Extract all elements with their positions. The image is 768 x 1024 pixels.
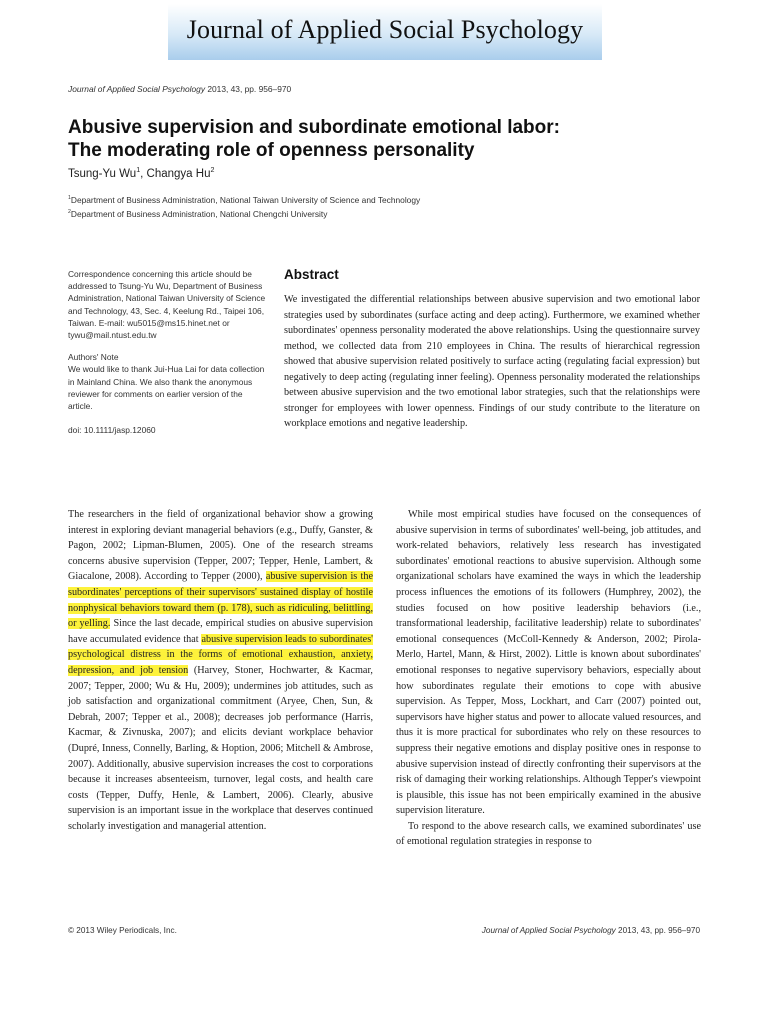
- highlighted-text: abusive supervision leads to subordinates' psychological distress in the forms of emotional exhaustion, anxiety, depression, and job tension: [68, 633, 373, 676]
- author-separator: ,: [140, 168, 147, 180]
- article-title-line1: Abusive supervision and subordinate emotional labor:: [68, 117, 560, 138]
- body-paragraph: While most empirical studies have focused on the consequences of abusive supervision in terms of subordinates' well-being, job attitudes, and work-related behaviors, relatively less research has investigated subordinates' emotional reactions to abusive supervision. Although some organizational scholars have examined the ways in which the leadership process influences the emotions of its followers (Humphrey, 2002), the studies focused on how positive leadership behaviors (i.e., transformational leadership, facilitative leadership) relate to subordinates' emotional consequences (McColl-Kennedy & Anderson, 2002; Pirola-Merlo, Hartel, Mann, & Hirst, 2002). Little is known about subordinates' emotional responses to negative supervisory behaviors, especially about how subordinates regulate their emotions to cope with abusive supervision. As Tepper, Moss, Lockhart, and Carr (2007) pointed out, supervisors have higher status and power to allocate valued resources, and thus it is more practical for subordinates who rely on these resources to suppress their negative emotions and display positive ones in response to abusive supervision instead of directly confronting their supervisors at the risk of damaging their working relationships. Although Tepper's viewpoint is plausible, this issue has not been empirically examined in the abusive supervision literature.: [396, 509, 701, 817]
- body-text: (Harvey, Stoner, Hochwarter, & Kacmar, 2007; Tepper, 2000; Wu & Hu, 2009); undermines job attitudes, such as job satisfaction and organizational commitment (Aryee, Chen, Sun, & Debrah, 2007; Tepper et al., 2008); decreases job performance (Harris, Kacmar, & Zivnuska, 2007); and elicits deviant workplace behavior (Dupré, Inness, Connelly, Barling, & Hoption, 2006; Mitchell & Ambrose, 2007). Additionally, abusive supervision increases the cost to corporations because it increases absenteeism, turnover, legal costs, and health care costs (Tepper, Duffy, Henle, & Lambert, 2006). Clearly, abusive supervision is an important issue in the workplace that deserves continued scholarly investigation and managerial attention.: [68, 664, 373, 832]
- body-paragraph: [68, 507, 373, 834]
- doi-text: doi: 10.1111/jasp.12060: [68, 425, 156, 436]
- body-paragraph: To respond to the above research calls, we examined subordinates' use of emotional regulation strategies in response to: [396, 820, 701, 848]
- body-column-right: [396, 507, 701, 850]
- author-name: Changya Hu: [146, 168, 211, 180]
- citation-line: [68, 84, 291, 94]
- footer-citation: [482, 926, 700, 935]
- abstract-heading: Abstract: [284, 267, 339, 282]
- footer-details: 2013, 43, pp. 956–970: [615, 926, 700, 935]
- affiliation-text: Department of Business Administration, National Chengchi University: [70, 209, 328, 219]
- affiliation-mark: 2: [68, 209, 71, 216]
- citation-journal-name: Journal of Applied Social Psychology: [68, 84, 206, 94]
- author-affiliation-mark: 1: [136, 166, 141, 175]
- article-title: [68, 116, 708, 162]
- body-text: Since the last decade, empirical studies on abusive supervision have accumulated evidence that: [68, 618, 374, 645]
- affiliation-2: [68, 209, 708, 219]
- footer-journal-name: Journal of Applied Social Psychology: [481, 926, 616, 935]
- authors-note-text: We would like to thank Jui-Hua Lai for data collection in Mainland China. We also thank the anonymous reviewer for comments on earlier version of the article.: [68, 364, 265, 412]
- author-affiliation-mark: 2: [210, 166, 215, 175]
- affiliation-mark: 1: [68, 195, 71, 202]
- highlighted-text: abusive supervision is the subordinates' perceptions of their supervisors' sustained display of hostile nonphysical behaviors toward them (p. 178), such as ridiculing, belittling, or yelling.: [68, 571, 373, 630]
- correspondence-note: Correspondence concerning this article should be addressed to Tsung-Yu Wu, Department of Business Administration, National Taiwan University of Science and Technology, 43, Sec. 4, Keelung Rd., Taipei 106, Taiwan. E-mail: wu5015@ms15.hinet.net or tywu@mail.ntust.edu.tw: [68, 269, 266, 341]
- article-sidebar: [68, 268, 268, 436]
- citation-details: 2013, 43, pp. 956–970: [205, 84, 292, 94]
- affiliation-1: [68, 195, 708, 205]
- body-text: The researchers in the field of organizational behavior show a growing interest in exploring deviant managerial behaviors (e.g., Duffy, Ganster, & Pagon, 2002; Lipman-Blumen, 2005). One of the research streams concerns abusive supervision (Tepper, 2007; Tepper, Henle, Lambert, & Giacalone, 2008). According to Tepper (2000),: [68, 509, 373, 583]
- abstract-text: We investigated the differential relationships between abusive supervision and two emotional labor strategies used by subordinates (surface acting and deep acting). Furthermore, we examined whether subordinates' openness personality moderated the above relationships. Using the questionnaire survey method, we collected data from 210 employees in China. The results of hierarchical regression showed that abusive supervision related positively to surface acting (regulating facial expression) but negatively to deep acting (regulating inner feeling). Openness personality moderated the relationships between abusive supervision and the two emotional labor strategies, such that the relationships were stronger for employees with lower openness. Findings of our study contribute to the literature on workplace emotions and negative leadership.: [284, 294, 700, 429]
- affiliation-text: Department of Business Administration, National Taiwan University of Science and Technology: [70, 195, 421, 205]
- article-title-line2: The moderating role of openness personality: [68, 140, 475, 161]
- authors-note-heading: Authors' Note: [68, 352, 119, 363]
- footer-copyright: © 2013 Wiley Periodicals, Inc.: [68, 926, 177, 935]
- author-name: Tsung-Yu Wu: [68, 168, 137, 180]
- journal-banner: [168, 4, 602, 60]
- author-list: [68, 168, 214, 180]
- journal-banner-title: Journal of Applied Social Psychology: [186, 15, 584, 44]
- body-column-left: [68, 507, 373, 834]
